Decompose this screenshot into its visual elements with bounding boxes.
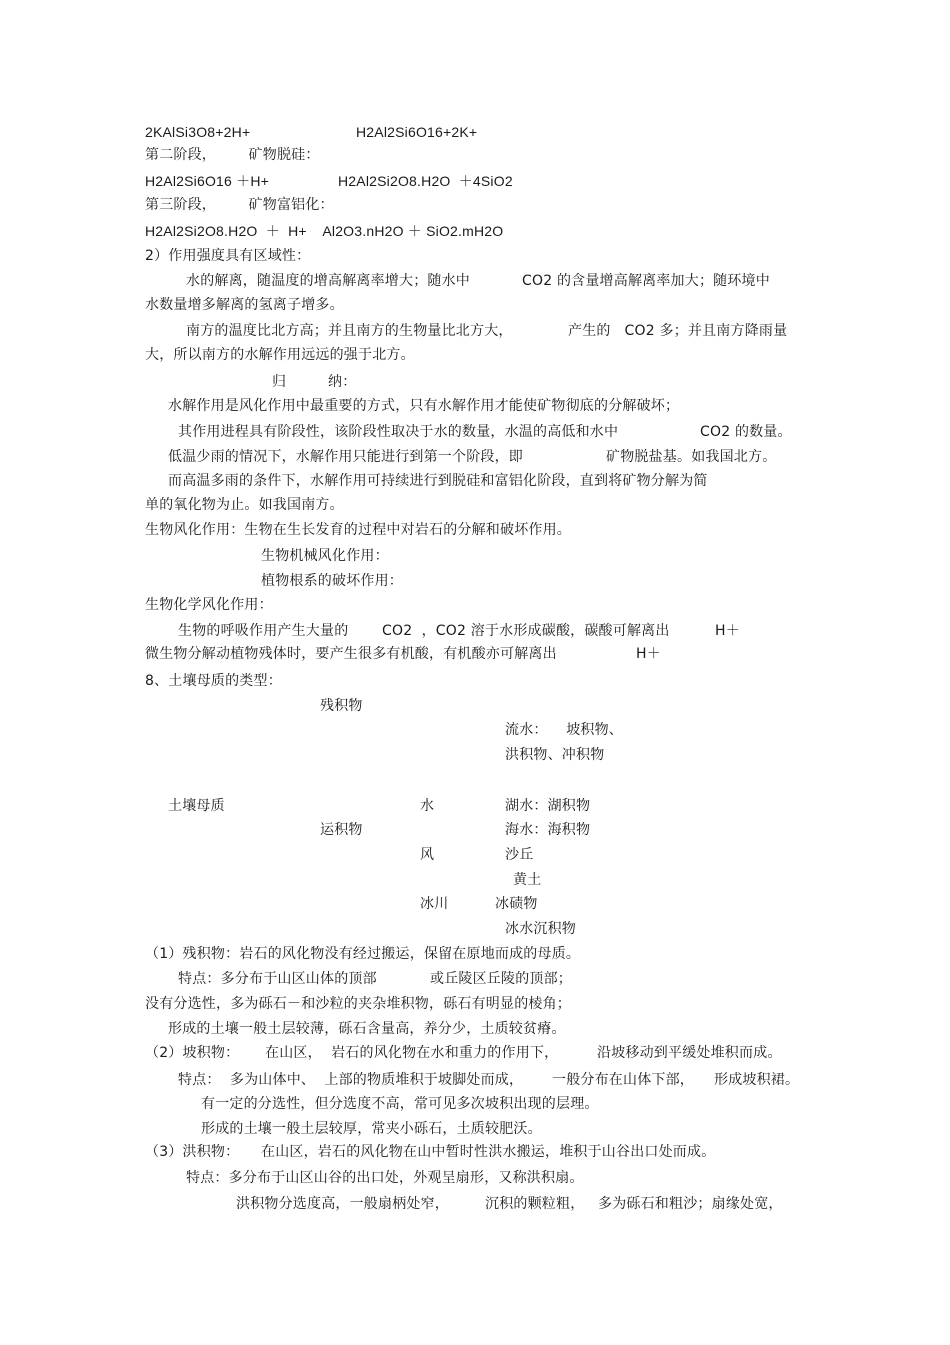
stage-2-heading: 第二阶段， 矿物脱硅：	[145, 147, 320, 163]
tree-moraine: 冰碛物	[495, 896, 538, 912]
residual-definition: （1）残积物：岩石的风化物没有经过搬运，保留在原地而成的母质。	[145, 946, 581, 962]
biological-weathering-definition: 生物风化作用：生物在生长发育的过程中对岩石的分解和破坏作用。	[145, 522, 571, 538]
subheading-regional: 2）作用强度具有区域性：	[145, 248, 311, 264]
reaction-1-left: 2KAlSi3O8+2H+	[145, 124, 251, 140]
tree-flowing-water: 流水： 坡积物、	[505, 722, 624, 738]
paragraph-1-part-b: CO2 的含量增高解离率加大；随环境中	[522, 273, 770, 289]
proluvium-sorting-b: 沉积的颗粒粗，	[485, 1196, 585, 1212]
tree-transported: 运积物	[320, 822, 363, 838]
microbe-line-a: 微生物分解动植物残体时，要产生很多有机酸，有机酸亦可解离出	[145, 646, 557, 662]
colluvium-heading: （2）坡积物：	[145, 1045, 240, 1061]
summary-line-2b: CO2 的数量。	[700, 424, 792, 440]
colluvium-soil: 形成的土壤一般土层较厚，常夹小砾石，土质较肥沃。	[201, 1121, 542, 1137]
summary-label-part-1: 归	[272, 374, 287, 390]
tree-dune: 沙丘	[505, 847, 534, 863]
tree-wind: 风	[420, 847, 435, 863]
colluvium-feature-a: 特点： 多为山体中、 上部的物质堆积于坡脚处而成，	[178, 1072, 524, 1088]
paragraph-2-part-a: 南方的温度比北方高；并且南方的生物量比北方大，	[186, 323, 513, 339]
summary-line-3a: 低温少雨的情况下，水解作用只能进行到第一个阶段，即	[168, 449, 523, 465]
bio-mechanical-heading: 生物机械风化作用：	[261, 548, 389, 564]
tree-water: 水	[420, 798, 435, 814]
tree-lake: 湖水：湖积物	[505, 798, 591, 814]
tree-glacier: 冰川	[420, 896, 449, 912]
proluvium-definition: 在山区，岩石的风化物在山中暂时性洪水搬运，堆积于山谷出口处而成。	[261, 1144, 716, 1160]
respiration-line-b: CO2 ，CO2 溶于水形成碳酸，碳酸可解离出	[382, 623, 670, 639]
tree-root: 土壤母质	[168, 798, 225, 814]
colluvium-sorting: 有一定的分选性，但分选度不高，常可见多次坡积出现的层理。	[201, 1096, 599, 1112]
paragraph-2-part-b: 产生的 CO2 多；并且南方降雨量	[568, 323, 788, 339]
proluvium-sorting-c: 多为砾石和粗沙；扇缘处宽，	[598, 1196, 783, 1212]
residual-feature-a: 特点：多分布于山区山体的顶部	[178, 971, 377, 987]
root-destruction-heading: 植物根系的破坏作用：	[261, 573, 403, 589]
colluvium-definition-a: 在山区， 岩石的风化物在水和重力的作用下，	[265, 1045, 559, 1061]
tree-sea: 海水：海积物	[505, 822, 591, 838]
summary-line-2a: 其作用进程具有阶段性，该阶段性取决于水的数量，水温的高低和水中	[178, 424, 619, 440]
stage-3-heading: 第三阶段， 矿物富铝化：	[145, 197, 334, 213]
reaction-1-right: H2Al2Si6O16+2K+	[356, 124, 478, 140]
colluvium-feature-c: 形成坡积裙。	[714, 1072, 800, 1088]
residual-feature-b: 或丘陵区丘陵的顶部；	[430, 971, 572, 987]
section-8-heading: 8、土壤母质的类型：	[145, 673, 282, 689]
bio-chemical-heading: 生物化学风化作用：	[145, 597, 273, 613]
residual-soil: 形成的土壤一般土层较薄，砾石含量高，养分少，土质较贫瘠。	[168, 1021, 566, 1037]
proluvium-sorting-a: 洪积物分选度高，一般扇柄处窄，	[236, 1196, 449, 1212]
colluvium-feature-b: 一般分布在山体下部，	[552, 1072, 694, 1088]
proluvium-feature: 特点：多分布于山区山谷的出口处，外观呈扇形，又称洪积扇。	[186, 1170, 584, 1186]
summary-line-1: 水解作用是风化作用中最重要的方式，只有水解作用才能使矿物彻底的分解破坏；	[168, 398, 680, 414]
respiration-line-a: 生物的呼吸作用产生大量的	[178, 623, 349, 639]
tree-residual: 残积物	[320, 698, 363, 714]
paragraph-1-part-a: 水的解离，随温度的增高解离率增大；随水中	[186, 273, 470, 289]
summary-line-5: 单的氧化物为止。如我国南方。	[145, 497, 344, 513]
tree-loess: 黄土	[513, 872, 542, 888]
microbe-line-b: H＋	[636, 646, 661, 662]
residual-sorting: 没有分选性，多为砾石－和沙粒的夹杂堆积物，砾石有明显的棱角；	[145, 996, 571, 1012]
tree-outwash: 冰水沉积物	[505, 921, 576, 937]
reaction-2-right: H2Al2Si2O8.H2O ＋4SiO2	[338, 173, 513, 189]
summary-label-part-2: 纳：	[328, 374, 357, 390]
paragraph-1-part-c: 水数量增多解离的氢离子增多。	[145, 297, 344, 313]
colluvium-definition-b: 沿坡移动到平缓处堆积而成。	[597, 1045, 782, 1061]
proluvium-heading: （3）洪积物：	[145, 1144, 240, 1160]
paragraph-2-part-c: 大，所以南方的水解作用远远的强于北方。	[145, 347, 415, 363]
reaction-3: H2Al2Si2O8.H2O ＋ H+ Al2O3.nH2O ＋ SiO2.mH2O	[145, 223, 504, 239]
respiration-line-c: H＋	[715, 623, 740, 639]
tree-flood-alluvial: 洪积物、冲积物	[505, 747, 605, 763]
summary-line-3b: 矿物脱盐基。如我国北方。	[606, 449, 777, 465]
summary-line-4: 而高温多雨的条件下，水解作用可持续进行到脱硅和富铝化阶段，直到将矿物分解为简	[168, 473, 708, 489]
reaction-2-left: H2Al2Si6O16 ＋H+	[145, 173, 270, 189]
